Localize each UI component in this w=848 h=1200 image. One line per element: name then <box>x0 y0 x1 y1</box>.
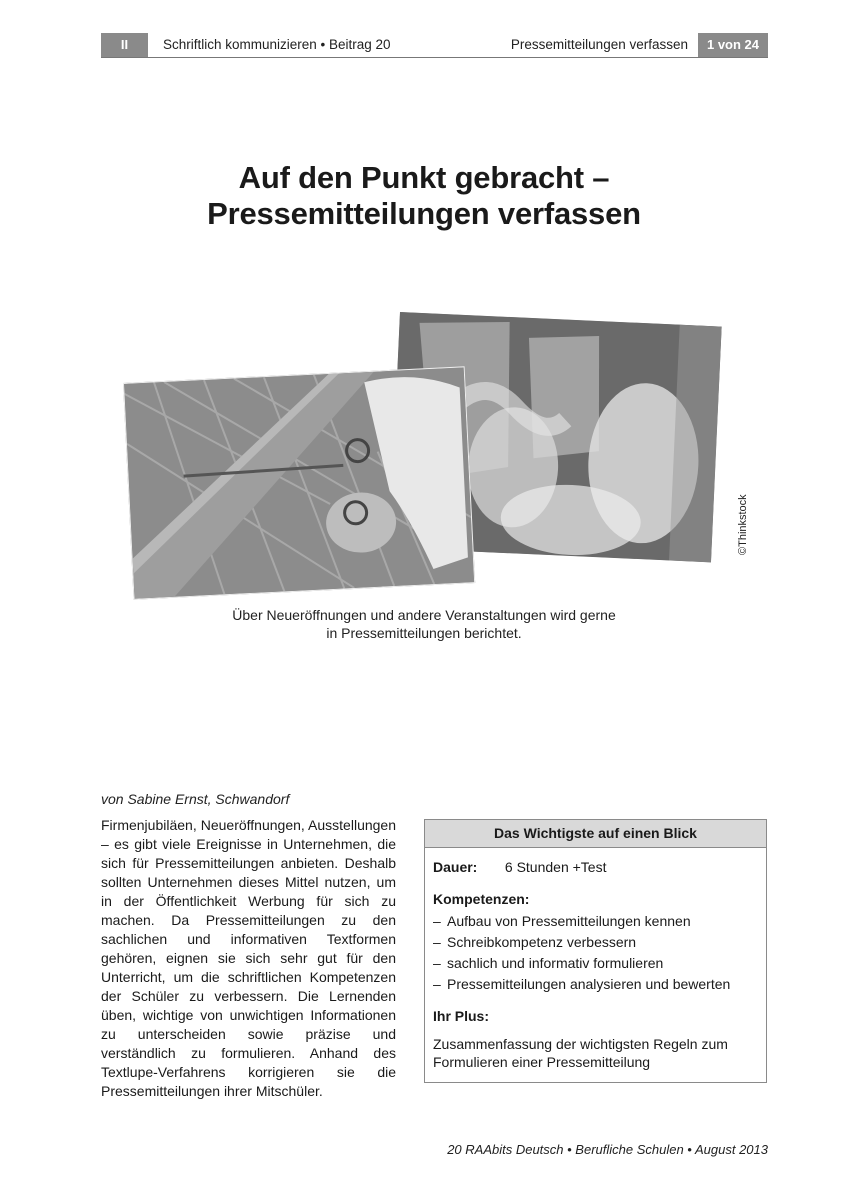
competency-item <box>433 911 758 932</box>
author-line: von Sabine Ernst, Schwandorf <box>101 791 290 807</box>
competency-item <box>433 953 758 974</box>
summary-box <box>424 819 767 1083</box>
page-number-badge: 1 von 24 <box>698 33 768 57</box>
image-caption <box>0 606 848 642</box>
competency-item <box>433 974 758 995</box>
competency-text: Aufbau von Pressemitteilungen kennen <box>447 913 691 929</box>
caption-line-1: Über Neueröffnungen und andere Veranstaltungen wird gerne <box>232 607 616 623</box>
ribbon-cutting-photo <box>123 366 475 599</box>
series-label: Schriftlich kommunizieren • Beitrag 20 <box>163 37 391 52</box>
photo-credit: ©Thinkstock <box>737 494 749 555</box>
dash-bullet-icon: – <box>433 955 441 971</box>
caption-line-2: in Pressemitteilungen berichtet. <box>326 625 522 641</box>
plus-label: Ihr Plus: <box>433 1008 490 1024</box>
topic-label: Pressemitteilungen verfassen <box>510 37 688 52</box>
ribbon-cutting-graphic <box>124 367 474 598</box>
summary-box-body <box>425 848 766 1071</box>
competencies-list <box>433 911 758 995</box>
dash-bullet-icon: – <box>433 976 441 992</box>
competency-text: sachlich und informativ formulieren <box>447 955 664 971</box>
section-badge: II <box>101 33 148 57</box>
competency-text: Pressemitteilungen analysieren und bewerten <box>447 976 731 992</box>
page-header <box>101 33 768 58</box>
page-footer: 20 RAAbits Deutsch • Berufliche Schulen • August 2013 <box>447 1142 768 1157</box>
dash-bullet-icon: – <box>433 913 441 929</box>
title-line-1: Auf den Punkt gebracht – <box>238 160 610 195</box>
duration-label: Dauer: <box>433 859 478 875</box>
dash-bullet-icon: – <box>433 934 441 950</box>
competency-item <box>433 932 758 953</box>
page-title <box>0 160 848 232</box>
plus-text: Zusammenfassung der wichtigsten Regeln zum Formulieren einer Pressemitteilung <box>433 1036 728 1070</box>
competencies-label: Kompetenzen: <box>433 891 530 907</box>
summary-box-heading: Das Wichtigste auf einen Blick <box>425 820 766 848</box>
intro-paragraph: Firmenjubiläen, Neueröffnungen, Ausstellungen – es gibt viele Ereignisse in Unternehmen, die sich für Pressemitteilungen anbieten. Deshalb sollten Unternehmen dieses Mittel nutzen, um in der Öffentlichkeit Werbung für sich zu machen. Da Pressemitteilungen zu den sachlichen und informativen Textformen gehören, eignen sie sich sehr gut für den Unterricht, um die schriftlichen Kompetenzen der Schüler zu verbessern. Die Lernenden üben, wichtige von unwichtigen Informationen zu unterscheiden sowie präzise und verständlich zu formulieren. Anhand des Textlupe-Verfahrens korrigieren sie die Pressemitteilungen ihrer Mitschüler. <box>101 817 396 1099</box>
competency-text: Schreibkompetenz verbessern <box>447 934 637 950</box>
duration-row <box>433 858 758 877</box>
duration-value: 6 Stunden +Test <box>504 859 607 875</box>
title-line-2: Pressemitteilungen verfassen <box>207 196 641 231</box>
